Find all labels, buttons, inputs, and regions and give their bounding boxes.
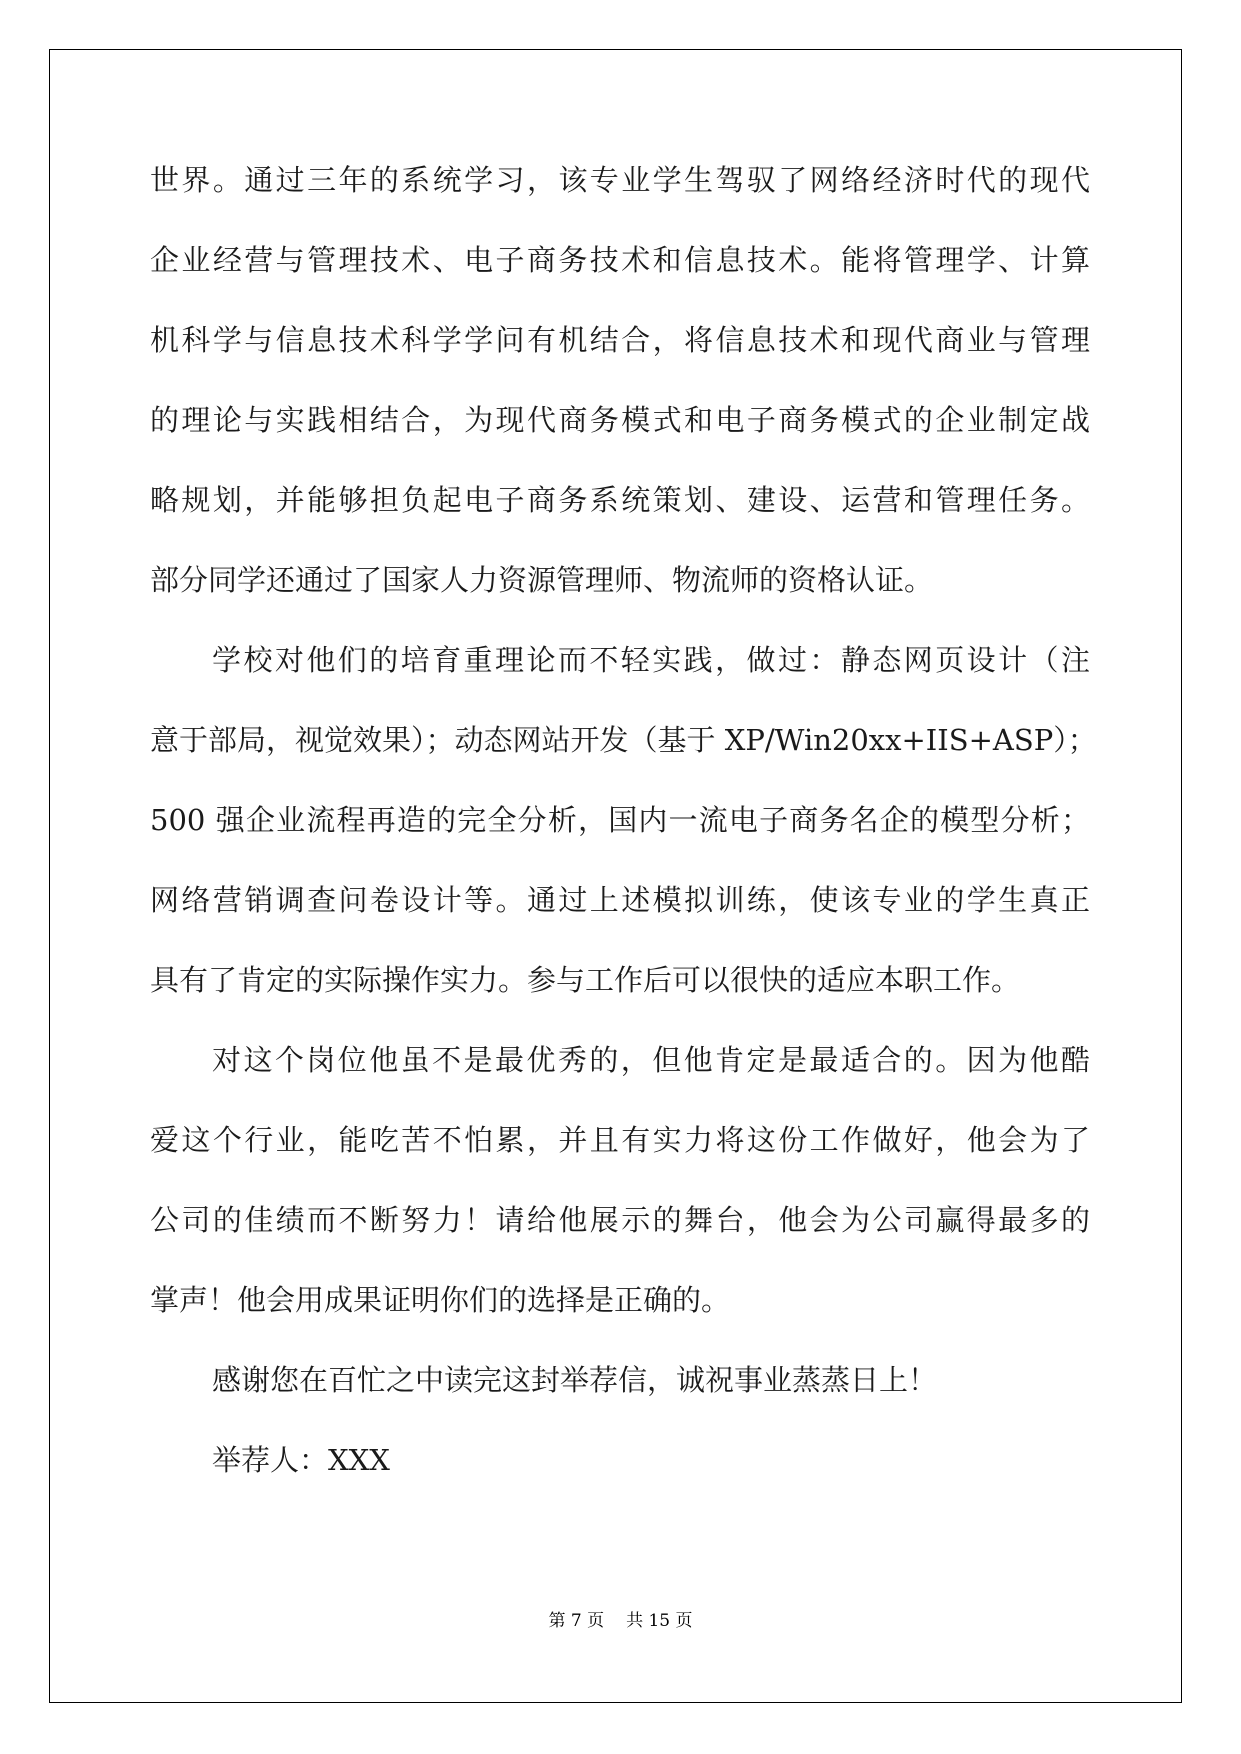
text-line: 公司的佳绩而不断努力！请给他展示的舞台，他会为公司赢得最多的 [150,1203,1090,1237]
text-line: 对这个岗位他虽不是最优秀的，但他肯定是最适合的。因为他酷 [212,1043,1090,1077]
page-footer [0,1606,1241,1631]
document-body [150,160,1097,1520]
text-line: 的理论与实践相结合，为现代商务模式和电子商务模式的企业制定战 [150,403,1090,437]
text-line: 部分同学还通过了国家人力资源管理师、物流师的资格认证。 [150,563,934,597]
text-line: 500 强企业流程再造的完全分析，国内一流电子商务名企的模型分析； [150,803,1090,837]
text-line: 爱这个行业，能吃苦不怕累，并且有实力将这份工作做好，他会为了 [150,1123,1090,1157]
text-line: 意于部局，视觉效果）；动态网站开发（基于 XP/Win20xx+IIS+ASP）； [150,723,1097,757]
text-line: 世界。通过三年的系统学习，该专业学生驾驭了网络经济时代的现代 [150,163,1090,197]
page-number: 第 7 页 [548,1611,605,1631]
text-line: 具有了肯定的实际操作实力。参与工作后可以很快的适应本职工作。 [150,963,1021,997]
text-line: 掌声！他会用成果证明你们的选择是正确的。 [150,1283,731,1317]
text-line: 企业经营与管理技术、电子商务技术和信息技术。能将管理学、计算 [150,243,1090,277]
text-line: 网络营销调查问卷设计等。通过上述模拟训练，使该专业的学生真正 [150,883,1090,917]
text-line: 机科学与信息技术科学学问有机结合，将信息技术和现代商业与管理 [150,323,1090,357]
signature-line: 举荐人：XXX [212,1443,390,1477]
text-line: 略规划，并能够担负起电子商务系统策划、建设、运营和管理任务。 [150,483,1090,517]
text-line: 感谢您在百忙之中读完这封举荐信，诚祝事业蒸蒸日上！ [212,1363,938,1397]
page-total: 共 15 页 [626,1611,693,1631]
text-line: 学校对他们的培育重理论而不轻实践，做过：静态网页设计（注 [212,643,1090,677]
